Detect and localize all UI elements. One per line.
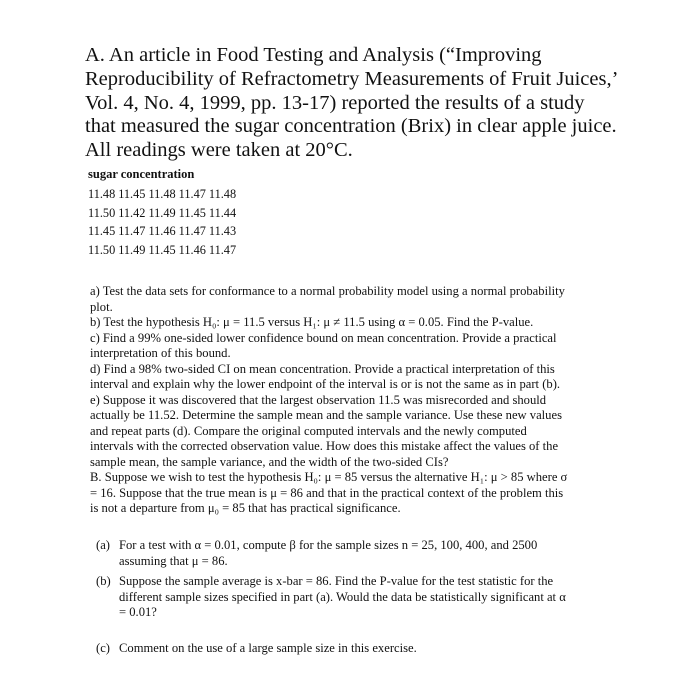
data-cell: 11.44 bbox=[208, 205, 237, 220]
data-row bbox=[88, 185, 388, 204]
data-row bbox=[88, 222, 388, 241]
intro-line: Vol. 4, No. 4, 1999, pp. 13-17) reported the results of a study bbox=[85, 91, 585, 114]
data-cell: 11.42 bbox=[118, 205, 146, 220]
question-line: a) Test the data sets for conformance to a normal probability model using a normal probability bbox=[90, 284, 565, 298]
data-cell: 11.43 bbox=[208, 224, 237, 239]
data-cell: 11.47 bbox=[178, 187, 206, 201]
intro-paragraph bbox=[85, 44, 685, 163]
intro-line: that measured the sugar concentration (Brix) in clear apple juice. bbox=[85, 115, 617, 138]
data-table-title: sugar concentration bbox=[88, 167, 195, 181]
data-row bbox=[88, 241, 388, 260]
data-cell: 11.45 bbox=[178, 205, 206, 220]
intro-line: A. An article in Food Testing and Analysis (“Improving bbox=[85, 44, 542, 66]
data-cell: 11.49 bbox=[118, 242, 146, 257]
data-cell: 11.48 bbox=[148, 187, 176, 201]
data-row bbox=[88, 204, 388, 223]
question-line: B. Suppose we wish to test the hypothesis H₀: μ = 85 versus the alternative H₁: μ > 85 where σ bbox=[90, 470, 568, 484]
sub-question-body bbox=[119, 538, 631, 569]
question-line: plot. bbox=[90, 299, 113, 314]
sub-question-a bbox=[96, 538, 631, 569]
data-cell: 11.48 bbox=[88, 187, 116, 201]
sub-question-label: (b) bbox=[96, 574, 111, 588]
question-line: interval and explain why the lower endpoint of the interval is or is not the same as in part (b). bbox=[90, 377, 561, 391]
data-cell: 11.46 bbox=[178, 242, 206, 257]
data-cell: 11.47 bbox=[178, 224, 206, 239]
data-cell: 11.45 bbox=[148, 242, 176, 257]
data-cell: 11.45 bbox=[118, 187, 146, 201]
intro-line: Reproducibility of Refractometry Measurements of Fruit Juices,’ bbox=[85, 67, 619, 90]
sub-question-c bbox=[96, 641, 631, 657]
question-line: and repeat parts (d). Compare the original computed intervals and the newly computed bbox=[90, 423, 527, 438]
sugar-data-table bbox=[88, 166, 388, 259]
question-line: b) Test the hypothesis H₀: μ = 11.5 versus H₁: μ ≠ 11.5 using α = 0.05. Find the P-value. bbox=[90, 315, 534, 329]
question-line: c) Find a 99% one-sided lower confidence bound on mean concentration. Provide a practical bbox=[90, 330, 557, 345]
question-line: is not a departure from μ₀ = 85 that has practical significance. bbox=[90, 501, 401, 515]
sub-question-line: different sample sizes specified in part (a). Would the data be statistically significant at α bbox=[119, 589, 566, 604]
question-line: actually be 11.52. Determine the sample mean and the sample variance. Use these new values bbox=[90, 408, 562, 422]
question-list bbox=[90, 284, 625, 517]
data-cell: 11.45 bbox=[88, 224, 116, 239]
sub-question-line: assuming that μ = 86. bbox=[119, 553, 228, 568]
sub-question-line: = 0.01? bbox=[119, 605, 157, 619]
data-cell: 11.50 bbox=[88, 205, 116, 220]
data-cell: 11.48 bbox=[208, 187, 237, 201]
question-line: = 16. Suppose that the true mean is μ = 86 and that in the practical context of the problem this bbox=[90, 485, 564, 500]
question-line: sample mean, the sample variance, and the width of the two-sided CIs? bbox=[90, 454, 449, 469]
data-cell: 11.46 bbox=[148, 224, 176, 239]
sub-question-line: Comment on the use of a large sample size in this exercise. bbox=[119, 641, 417, 655]
sub-question-line: Suppose the sample average is x-bar = 86. Find the P-value for the test statistic for the bbox=[119, 574, 554, 588]
question-line: d) Find a 98% two-sided CI on mean concentration. Provide a practical interpretation of this bbox=[90, 361, 555, 376]
question-line: intervals with the corrected observation value. How does this mistake affect the values of the bbox=[90, 439, 559, 453]
sub-question-body bbox=[119, 641, 631, 657]
data-cell: 11.47 bbox=[118, 224, 146, 239]
intro-line: All readings were taken at 20°C. bbox=[85, 139, 353, 162]
sub-question-body bbox=[119, 574, 631, 621]
sub-question-label: (a) bbox=[96, 538, 110, 552]
question-line: e) Suppose it was discovered that the largest observation 11.5 was misrecorded and should bbox=[90, 392, 547, 407]
question-line: interpretation of this bound. bbox=[90, 346, 231, 360]
sub-question-line: For a test with α = 0.01, compute β for the sample sizes n = 25, 100, 400, and 2500 bbox=[119, 538, 538, 552]
sub-question-label: (c) bbox=[96, 641, 110, 655]
sub-question-b bbox=[96, 574, 631, 621]
data-cell: 11.49 bbox=[148, 205, 176, 220]
data-cell: 11.47 bbox=[208, 242, 237, 257]
data-cell: 11.50 bbox=[88, 242, 116, 257]
